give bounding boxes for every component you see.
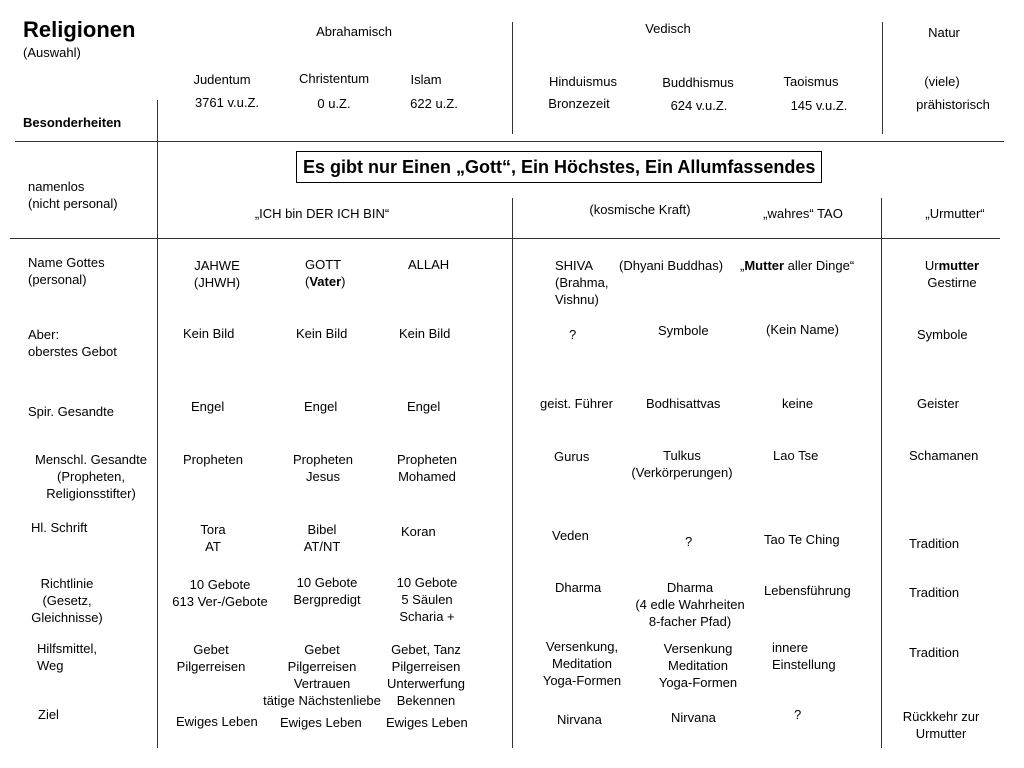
divider-abrahamic-vedic-top xyxy=(512,22,513,134)
name-gottes-natur xyxy=(912,257,992,291)
religion-buddhismus: Buddhismus xyxy=(662,75,734,90)
name-gottes-natur-mutter: mutter xyxy=(938,258,980,273)
hilfsmittel-christentum: Gebet Pilgerreisen Vertrauen tätige Nächstenliebe xyxy=(263,642,381,708)
spir-taoismus: keine xyxy=(782,396,814,411)
schrift-islam: Koran xyxy=(401,524,436,539)
name-gottes-christentum-pre: GOTT ( xyxy=(305,257,342,289)
schrift-christentum: Bibel AT/NT xyxy=(303,522,341,554)
namenlos-abrahamic: „ICH bin DER ICH BIN“ xyxy=(254,206,390,221)
divider-label-column xyxy=(157,100,158,748)
religion-taoismus: Taoismus xyxy=(783,74,839,89)
date-hinduismus: Bronzezeit xyxy=(548,96,610,111)
row-label-spir: Spir. Gesandte xyxy=(28,404,114,419)
religion-judentum: Judentum xyxy=(193,72,251,87)
date-natur: prähistorisch xyxy=(916,97,990,112)
name-gottes-natur-gestirne: Gestirne xyxy=(927,275,977,290)
gebot-hinduismus: ? xyxy=(569,327,577,342)
page-subtitle: (Auswahl) xyxy=(23,45,81,60)
schrift-natur: Tradition xyxy=(909,536,960,551)
richtlinie-natur: Tradition xyxy=(909,585,960,600)
name-gottes-islam: ALLAH xyxy=(408,257,450,272)
divider-abrahamic-vedic-bottom xyxy=(512,198,513,748)
gebot-christentum: Kein Bild xyxy=(296,326,348,341)
divider-vedic-nature-bottom xyxy=(881,198,882,748)
row-label-hilfsmittel: Hilfsmittel, Weg xyxy=(37,641,97,673)
row-label-menschl: Menschl. Gesandte (Propheten, Religionsstifter) xyxy=(34,452,147,501)
namenlos-natur: „Urmutter“ xyxy=(925,206,985,221)
schrift-judentum: Tora AT xyxy=(200,522,226,554)
date-buddhismus: 624 v.u.Z. xyxy=(670,98,728,113)
richtlinie-christentum: 10 Gebote Bergpredigt xyxy=(293,575,361,607)
divider-top xyxy=(15,141,1004,142)
spir-islam: Engel xyxy=(407,399,441,414)
hilfsmittel-taoismus: innere Einstellung xyxy=(772,640,836,672)
name-gottes-taoismus-post: aller Dinge“ xyxy=(784,258,855,273)
religion-christentum: Christentum xyxy=(298,71,370,86)
name-gottes-buddhismus: (Dhyani Buddhas) xyxy=(619,258,724,273)
name-gottes-judentum: JAHWE (JHWH) xyxy=(193,258,241,290)
ziel-judentum: Ewiges Leben xyxy=(176,714,258,729)
divider-middle xyxy=(10,238,1000,239)
name-gottes-christentum-vater: Vater xyxy=(309,274,342,289)
ziel-islam: Ewiges Leben xyxy=(386,715,468,730)
row-label-ziel: Ziel xyxy=(38,707,59,722)
ziel-natur: Rückkehr zur Urmutter xyxy=(902,709,980,741)
ziel-taoismus: ? xyxy=(794,707,802,722)
menschl-buddhismus: Tulkus (Verkörperungen) xyxy=(631,448,733,480)
page-title: Religionen xyxy=(23,17,136,42)
menschl-christentum: Propheten Jesus xyxy=(293,452,353,484)
namenlos-vedic: (kosmische Kraft) xyxy=(589,202,691,217)
hilfsmittel-natur: Tradition xyxy=(909,645,960,660)
spir-judentum: Engel xyxy=(191,399,225,414)
gebot-natur: Symbole xyxy=(917,327,968,342)
spir-christentum: Engel xyxy=(304,399,338,414)
ziel-christentum: Ewiges Leben xyxy=(280,715,362,730)
religion-hinduismus: Hinduismus xyxy=(549,74,617,89)
menschl-hinduismus: Gurus xyxy=(554,449,590,464)
name-gottes-natur-pre: Ur xyxy=(924,258,939,273)
spir-natur: Geister xyxy=(917,396,959,411)
gebot-islam: Kein Bild xyxy=(399,326,451,341)
religion-natur: (viele) xyxy=(924,74,960,89)
name-gottes-christentum xyxy=(305,256,346,290)
menschl-islam: Propheten Mohamed xyxy=(397,452,457,484)
date-taoismus: 145 v.u.Z. xyxy=(790,98,848,113)
row-label-name-gottes: Name Gottes (personal) xyxy=(28,255,105,287)
schrift-buddhismus: ? xyxy=(685,534,693,549)
name-gottes-christentum-post: ) xyxy=(341,274,346,289)
group-abrahamic: Abrahamisch xyxy=(316,24,392,39)
religion-islam: Islam xyxy=(410,72,442,87)
row-label-gebot: Aber: oberstes Gebot xyxy=(28,327,117,359)
banner-statement: Es gibt nur Einen „Gott“, Ein Höchstes, Ein Allumfassendes xyxy=(296,151,822,183)
hilfsmittel-judentum: Gebet Pilgerreisen xyxy=(176,642,246,674)
hilfsmittel-hinduismus: Versenkung, Meditation Yoga-Formen xyxy=(542,639,622,688)
richtlinie-taoismus: Lebensführung xyxy=(764,583,851,598)
menschl-natur: Schamanen xyxy=(909,448,979,463)
hilfsmittel-islam: Gebet, Tanz Pilgerreisen Unterwerfung Bekennen xyxy=(386,642,466,708)
schrift-taoismus: Tao Te Ching xyxy=(764,532,840,547)
schrift-hinduismus: Veden xyxy=(552,528,589,543)
menschl-taoismus: Lao Tse xyxy=(773,448,819,463)
name-gottes-taoismus-pre: „ xyxy=(740,258,745,273)
row-label-richtlinie: Richtlinie (Gesetz, Gleichnisse) xyxy=(31,576,103,625)
richtlinie-judentum: 10 Gebote 613 Ver-/Gebote xyxy=(172,577,268,609)
row-label-schrift: Hl. Schrift xyxy=(31,520,88,535)
namenlos-taoismus: „wahres“ TAO xyxy=(763,206,843,221)
date-islam: 622 u.Z. xyxy=(410,96,458,111)
richtlinie-buddhismus: Dharma (4 edle Wahrheiten 8-facher Pfad) xyxy=(635,580,745,629)
row-label-namenlos: namenlos (nicht personal) xyxy=(28,179,118,211)
name-gottes-taoismus xyxy=(740,257,854,274)
name-gottes-taoismus-mutter: Mutter xyxy=(744,258,785,273)
date-christentum: 0 u.Z. xyxy=(317,96,351,111)
name-gottes-hinduismus: SHIVA (Brahma, Vishnu) xyxy=(555,258,609,307)
ziel-buddhismus: Nirvana xyxy=(671,710,716,725)
date-judentum: 3761 v.u.Z. xyxy=(194,95,260,110)
menschl-judentum: Propheten xyxy=(183,452,243,467)
spir-buddhismus: Bodhisattvas xyxy=(646,396,721,411)
hilfsmittel-buddhismus: Versenkung Meditation Yoga-Formen xyxy=(658,641,738,690)
gebot-judentum: Kein Bild xyxy=(183,326,235,341)
gebot-buddhismus: Symbole xyxy=(658,323,709,338)
group-vedic: Vedisch xyxy=(645,21,691,36)
spir-hinduismus: geist. Führer xyxy=(540,396,613,411)
richtlinie-islam: 10 Gebote 5 Säulen Scharia + xyxy=(396,575,458,624)
header-label: Besonderheiten xyxy=(23,115,122,130)
richtlinie-hinduismus: Dharma xyxy=(555,580,602,595)
group-nature: Natur xyxy=(928,25,960,40)
gebot-taoismus: (Kein Name) xyxy=(766,322,839,337)
ziel-hinduismus: Nirvana xyxy=(557,712,602,727)
divider-vedic-nature-top xyxy=(882,22,883,134)
